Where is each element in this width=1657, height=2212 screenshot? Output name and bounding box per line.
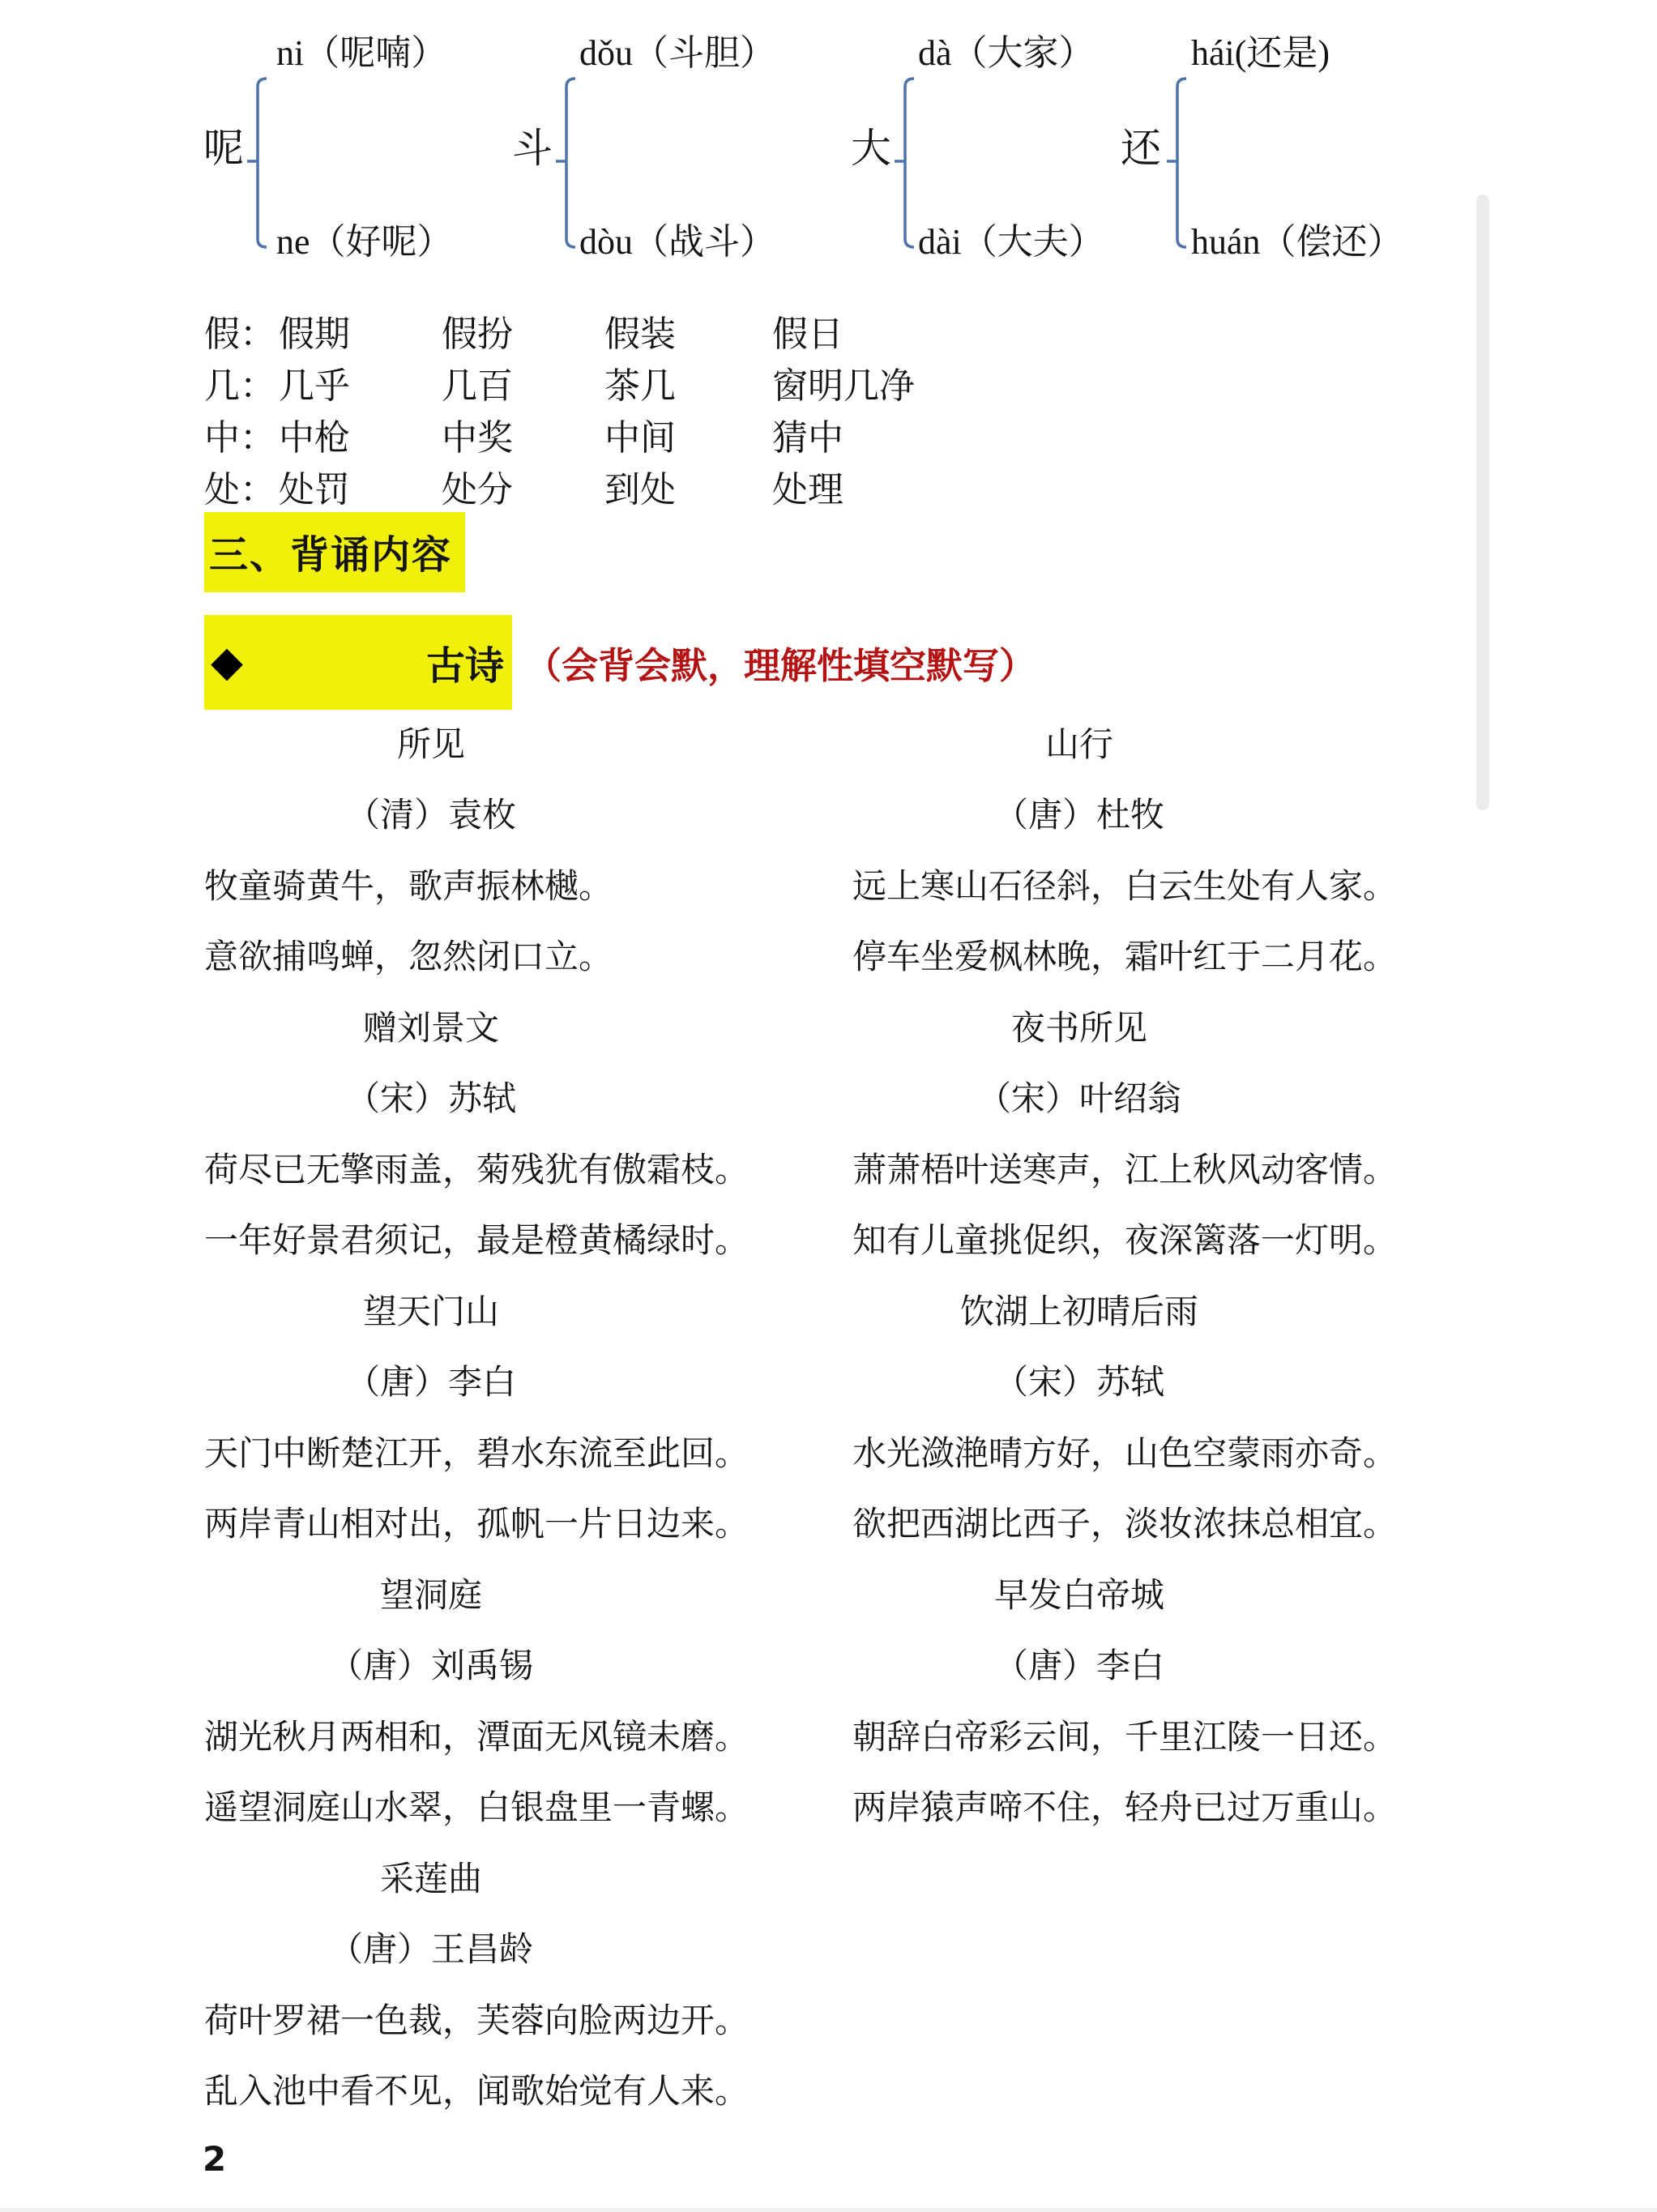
scrollbar[interactable] [1476,194,1489,810]
word: 中奖 [442,418,513,458]
word: 猜中 [772,418,843,458]
word-group-row [204,357,1095,408]
poem-author: （宋）苏轼 [345,1081,516,1119]
poem-title: 夜书所见 [1010,1010,1147,1048]
poem-line: 一年好景君须记，最是橙黄橘绿时。 [204,1223,749,1261]
poem-line: 乱入池中看不见，闻歌始觉有人来。 [204,2073,749,2112]
section-heading-wrap [204,512,465,592]
polyphonic-section [0,0,1657,280]
poem-author: （宋）苏轼 [993,1364,1164,1403]
group-label: 几： [204,366,275,406]
poem-line: 停车坐爱枫林晚，霜叶红于二月花。 [852,939,1398,977]
pinyin-reading: huán（偿还） [1191,222,1403,262]
poem-line: 牧童骑黄牛，歌声振林樾。 [204,868,613,906]
subsection-row [204,615,1036,710]
poem-line: 知有儿童挑促织，夜深篱落一灯明。 [852,1223,1398,1261]
group-label: 中： [204,418,275,458]
poem-line: 远上寒山石径斜，白云生处有人家。 [852,868,1398,906]
word-groups-section [204,305,1095,512]
poem-line: 意欲捕鸣蝉，忽然闭口立。 [204,939,613,977]
brace-bracket [556,77,577,249]
poem-title: 山行 [1044,726,1113,764]
polyphonic-char: 斗 [512,126,553,171]
poem-line: 遥望洞庭山水翠，白银盘里一青螺。 [204,1790,749,1828]
diamond-bullet-icon: ◆ [211,638,243,685]
word: 中枪 [279,418,350,458]
word: 中间 [604,418,676,458]
page-bottom-divider [0,2208,1657,2212]
word: 处罚 [279,470,350,510]
poem-author: （唐）杜牧 [993,797,1164,835]
subsection-highlight [204,615,512,710]
polyphonic-char: 呢 [203,126,244,171]
word: 茶几 [604,366,676,406]
word: 假扮 [442,314,513,354]
pinyin-reading: dài（大夫） [918,222,1104,262]
poem-author: （唐）王昌龄 [328,1932,533,1970]
polyphonic-char: 还 [1121,126,1161,171]
pinyin-reading: hái(还是) [1191,33,1330,73]
brace-bracket [1167,77,1188,249]
section-heading: 三、背诵内容 [204,512,465,592]
poem-line: 天门中断楚江开，碧水东流至此回。 [204,1435,749,1473]
poem-column-left [204,707,820,2124]
poem-line: 水光潋滟晴方好，山色空蒙雨亦奇。 [852,1435,1398,1473]
word: 窗明几净 [772,366,915,406]
poem-line: 湖光秋月两相和，潭面无风镜未磨。 [204,1719,749,1757]
subsection-title: 古诗 [425,645,504,688]
poem-column-right [852,707,1501,1841]
brace-bracket [895,77,916,249]
poem-author: （唐）李白 [345,1364,516,1403]
word-group-row [204,408,1095,460]
subsection-note: （会背会默，理解性填空默写） [525,646,1036,686]
poem-title: 早发白帝城 [993,1577,1164,1615]
word: 处分 [442,470,513,510]
poem-author: （宋）叶绍翁 [976,1081,1181,1119]
poem-line: 两岸青山相对出，孤帆一片日边来。 [204,1506,749,1544]
word: 假日 [772,314,843,354]
polyphonic-char: 大 [851,126,891,171]
word: 假期 [279,314,350,354]
poem-author: （唐）李白 [993,1648,1164,1686]
poem-line: 朝辞白帝彩云间，千里江陵一日还。 [852,1719,1398,1757]
word-group-row [204,305,1095,357]
poem-title: 望洞庭 [379,1577,482,1615]
poem-line: 萧萧梧叶送寒声，江上秋风动客情。 [852,1151,1398,1189]
group-label: 假： [204,314,275,354]
pinyin-reading: dòu（战斗） [579,222,775,262]
word: 到处 [604,470,676,510]
poem-author: （唐）刘禹锡 [328,1648,533,1686]
poem-title: 饮湖上初晴后雨 [959,1293,1198,1331]
poem-title: 望天门山 [362,1293,499,1331]
group-label: 处： [204,470,275,510]
poem-line: 欲把西湖比西子，淡妆浓抹总相宜。 [852,1506,1398,1544]
poem-title: 赠刘景文 [362,1010,499,1048]
pinyin-reading: dǒu（斗胆） [579,33,775,73]
word: 几乎 [279,366,350,406]
word: 处理 [772,470,843,510]
poem-title: 采莲曲 [379,1860,482,1898]
brace-bracket [247,77,268,249]
pinyin-reading: dà（大家） [918,33,1095,73]
poem-line: 两岸猿声啼不住，轻舟已过万重山。 [852,1790,1398,1828]
word: 假装 [604,314,676,354]
word-group-row [204,460,1095,512]
poem-title: 所见 [396,726,465,764]
poem-line: 荷尽已无擎雨盖，菊残犹有傲霜枝。 [204,1151,749,1189]
poem-line: 荷叶罗裙一色裁，芙蓉向脸两边开。 [204,2002,749,2040]
page-number: 2 [203,2139,227,2179]
pinyin-reading: ne（好呢） [276,222,453,262]
word: 几百 [442,366,513,406]
poem-author: （清）袁枚 [345,797,516,835]
pinyin-reading: ni（呢喃） [276,33,447,73]
